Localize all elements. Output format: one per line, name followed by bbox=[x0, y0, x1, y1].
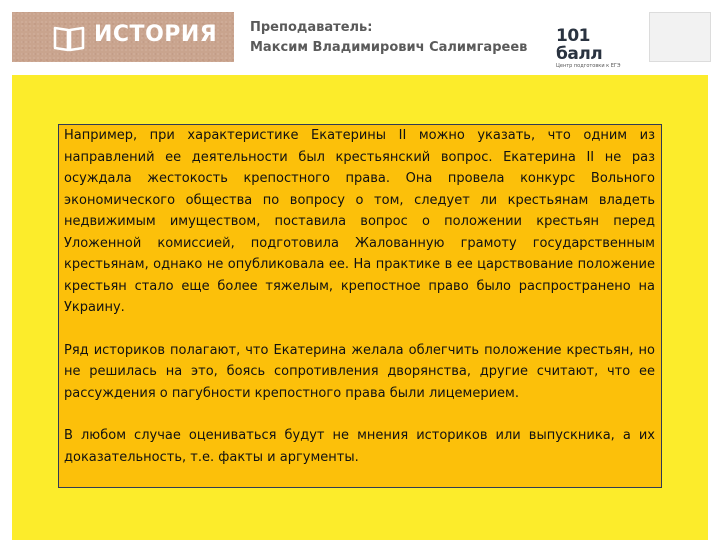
paragraph-2: Ряд историков полагают, что Екатерина желала облегчить положение крестьян, но не решилась на это, боясь сопротивления дворянства, другие считают, что ее рассуждения о пагубности крепостного права были лицемерием. bbox=[64, 342, 655, 401]
corner-decoration bbox=[649, 12, 711, 62]
teacher-info bbox=[250, 18, 527, 58]
brand-tagline: Центр подготовки к ЕГЭ bbox=[556, 63, 621, 69]
text-box bbox=[58, 124, 662, 488]
slide-header bbox=[0, 0, 720, 68]
paragraph-3: В любом случае оцениваться будут не мнения историков или выпускника, а их доказательность, т.е. факты и аргументы. bbox=[64, 428, 655, 465]
subject-logo bbox=[12, 12, 234, 62]
brand-logo bbox=[556, 27, 640, 70]
open-book-icon bbox=[52, 24, 86, 52]
paragraph-1: Например, при характеристике Екатерины II можно указать, что одним из направлений ее деятельности был крестьянский вопрос. Екатерина II не раз осуждала жестокость крепостного права. Она провела конкурс Вольного экономического общества по вопросу о том, следует ли крестьянам владеть недвижимым имуществом, поставила вопрос о положении крестьян перед Уложенной комиссией, подготовила Жалованную грамоту государственным крестьянам, однако не опубликовала ее. На практике в ее царствование положение крестьян стало еще более тяжелым, крепостное право было распространено на Украину. bbox=[64, 128, 655, 315]
brand-name: 101 балл bbox=[556, 26, 603, 64]
subject-title: ИСТОРИЯ bbox=[94, 22, 218, 47]
teacher-label: Преподаватель: bbox=[250, 20, 373, 35]
teacher-name: Максим Владимирович Салимгареев bbox=[250, 40, 528, 55]
